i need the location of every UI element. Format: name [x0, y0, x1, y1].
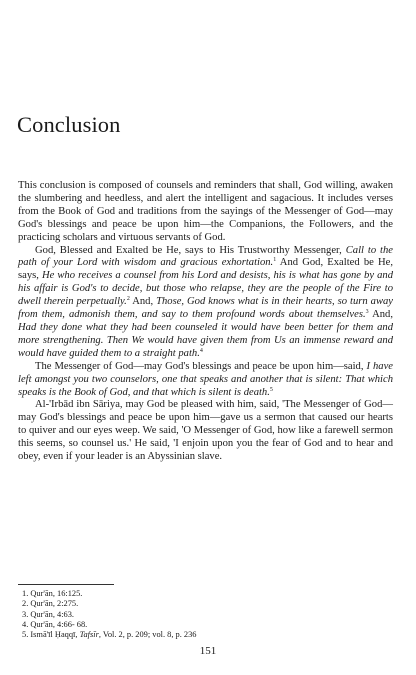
paragraph: [18, 399, 393, 464]
footnote: [22, 599, 382, 609]
text-run: And,: [129, 296, 157, 308]
text-run: Al-'Irbād ibn Sāriya, may God be pleased with him, said, 'The Messenger of God—may God's blessings and peace be upon him—gave us a sermon that caused our hearts to quiver and our eyes weep. We said, 'O Messenger of God, how like a farewell sermon this seems, so counsel us.' He said, 'I enjoin upon you the fear of God and to hear and obey, even if your leader is an Abyssinian slave.: [18, 399, 393, 463]
italic-text: Had they done what they had been counseled it would have been better for them and more strengthening. Then We would have given them from Us an immense reward and would have guided them to a straight path.: [18, 321, 393, 359]
footnote-ref: 1: [273, 257, 277, 264]
text-run: And,: [368, 309, 393, 321]
text-run: , Vol. 2, p. 209; vol. 8, p. 236: [98, 630, 197, 640]
footnote-ref: 5: [269, 386, 273, 393]
footnote-ref: 2: [126, 296, 130, 303]
chapter-title: Conclusion: [17, 112, 121, 137]
page-number: 151: [199, 645, 217, 657]
paragraph: [18, 361, 393, 400]
text-run: And God, Exalted be He, says,: [18, 257, 393, 282]
text-run: 2. Qur'ān, 2:275.: [22, 599, 79, 609]
italic-text: Call to the path of your Lord with wisdom and gracious exhortation.: [18, 244, 394, 269]
text-run: This conclusion is composed of counsels and reminders that shall, God willing, awaken the slumbering and heedless, and alert the intelligent and sagacious. It includes verses from the Book of God and traditions from the sayings of the Messenger of God—may God's blessings and peace be upon him—the Companions, the Followers, and the practicing scholars and virtuous servants of God.: [18, 180, 393, 243]
footnotes: [22, 589, 382, 640]
paragraph: [18, 245, 393, 361]
footnote-ref: 3: [365, 309, 369, 316]
text-run: 5. Ismā'īl Ḥaqqī,: [22, 630, 80, 640]
footnote-ref: 4: [199, 347, 203, 354]
footnote-divider: [18, 584, 114, 585]
italic-text: He who receives a counsel from his Lord and desists, his is what has gone by and his affair is God's to decide, but those who relapse, they are the people of the Fire to dwell therein perpetually.: [18, 270, 393, 308]
text-run: The Messenger of God—may God's blessings and peace be upon him—said,: [35, 360, 367, 372]
text-run: 4. Qur'ān, 4:66- 68.: [22, 619, 88, 629]
footnote: [22, 620, 382, 630]
text-run: 3. Qur'ān, 4:63.: [22, 609, 74, 619]
text-run: 1. Qur'ān, 16:125.: [22, 589, 83, 598]
footnote: [22, 589, 382, 599]
text-run: God, Blessed and Exalted be He, says to His Trustworthy Messenger,: [35, 244, 346, 256]
italic-text: Tafsīr: [79, 630, 99, 640]
body-text: [18, 180, 393, 464]
italic-text: I have left amongst you two counselors, one that speaks and another that is silent: That which speaks is the Book of God, and that which is silent is death.: [18, 360, 393, 398]
paragraph: [18, 180, 393, 245]
footnote: [22, 610, 382, 620]
footnote: [22, 630, 382, 640]
italic-text: Those, God knows what is in their hearts, so turn away from them, admonish them, and say to them profound words about themselves.: [18, 296, 394, 321]
